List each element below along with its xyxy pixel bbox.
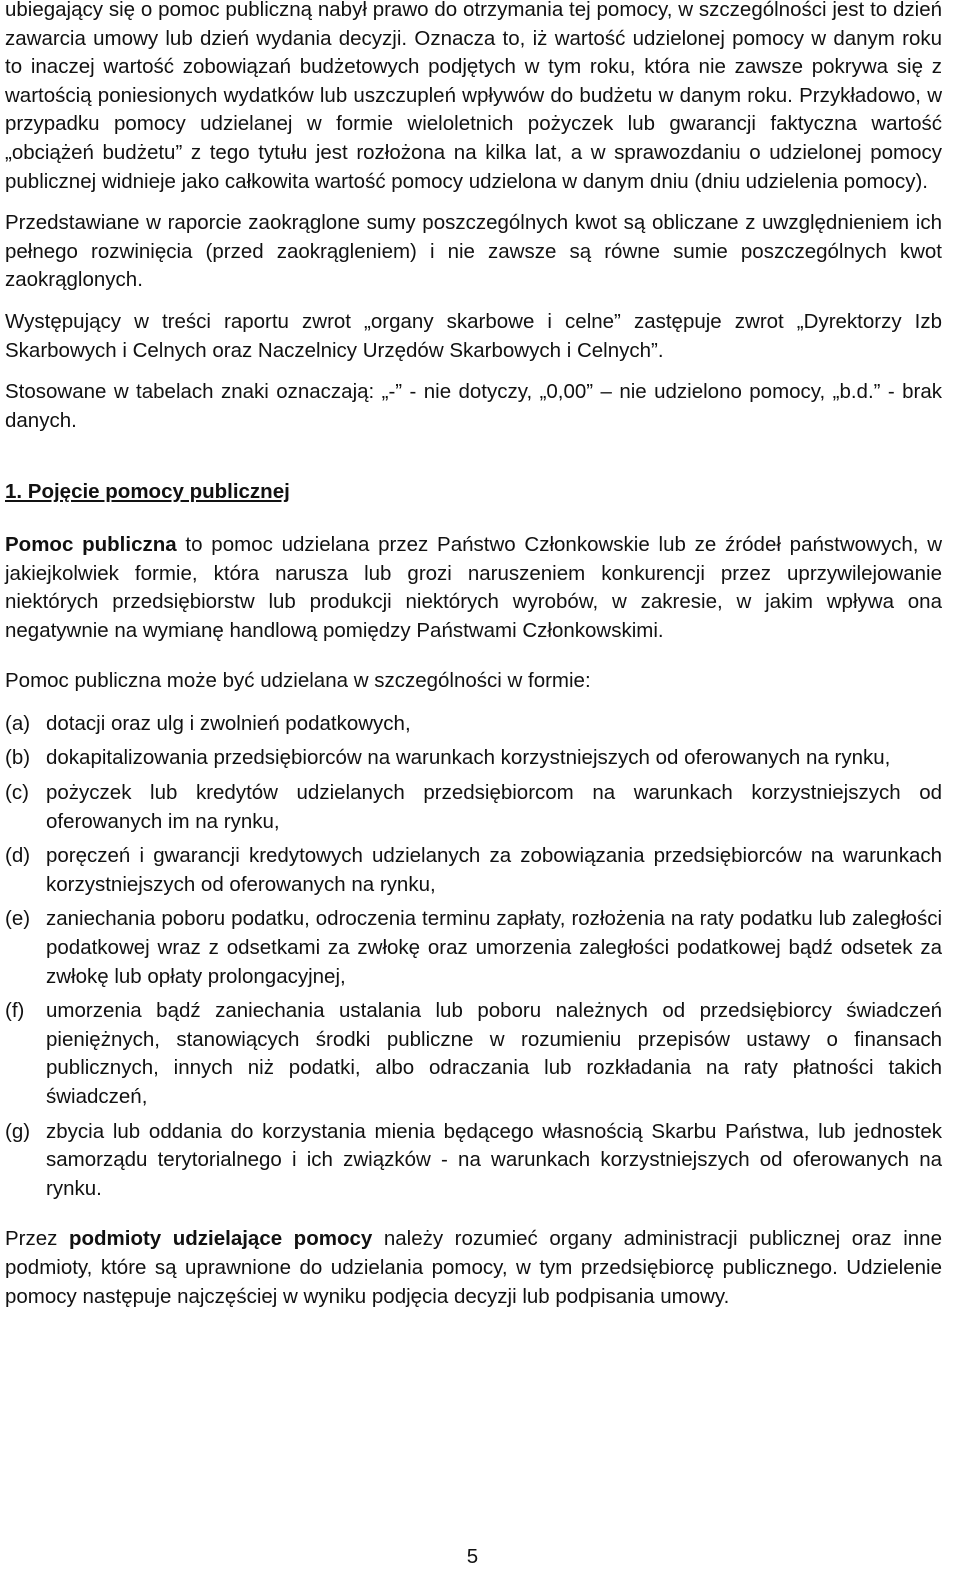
list-item	[5, 710, 942, 739]
definition-text: to pomoc udzielana przez Państwo Członkowskie lub ze źródeł państwowych, w jakiejkolwiek formie, która narusza lub grozi naruszeniem konkurencji przez uprzywilejowanie niektórych przedsiębiorstw lub produkcji niektórych wyrobów, w zakresie, w jakim wpływa ona negatywnie na wymianę handlową pomiędzy Państwami Członkowskimi.	[5, 532, 942, 642]
document-page	[5, 0, 942, 1311]
list-marker: (c)	[5, 781, 29, 805]
list-item	[5, 744, 942, 773]
intro-paragraph-continued: ubiegający się o pomoc publiczną nabył prawo do otrzymania tej pomocy, w szczególności jest to dzień zawarcia umowy lub dzień wydania decyzji. Oznacza to, iż wartość udzielonej pomocy w danym roku to inaczej wartość zobowiązań budżetowych podjętych w tym roku, która nie zawsze pokrywa się z wartością poniesionych wydatków lub uszczupleń wpływów do budżetu w danym roku. Przykładowo, w przypadku pomocy udzielanej w formie wieloletnich pożyczek lub gwarancji faktyczna wartość „obciążeń budżetu” z tego tytułu jest rozłożona na kilka lat, a w sprawozdaniu o udzielonej pomocy publicznej widnieje jako całkowita wartość pomocy udzielona w danym dniu (dniu udzielenia pomocy).	[5, 0, 942, 193]
grantors-text: należy rozumieć organy administracji publicznej oraz inne podmioty, które są uprawnione do udzielania pomocy, w tym przedsiębiorcę publicznego. Udzielenie pomocy następuje najczęściej w wyniku podjęcia decyzji lub podpisania umowy.	[5, 1227, 942, 1308]
list-marker: (b)	[5, 746, 31, 770]
list-item-text: zaniechania poboru podatku, odroczenia terminu zapłaty, rozłożenia na raty podatku lub zaległości podatkowej wraz z odsetkami za zwłokę oraz umorzenia zaległości podatkowej bądź odsetek za zwłokę lub opłaty prolongacyjnej,	[46, 907, 942, 988]
list-item-text: dokapitalizowania przedsiębiorców na warunkach korzystniejszych od oferowanych na rynku,	[46, 746, 891, 770]
definition-paragraph	[5, 531, 942, 645]
list-marker: (a)	[5, 711, 31, 735]
grantors-term: podmioty udzielające pomocy	[68, 1227, 373, 1251]
list-item-text: poręczeń i gwarancji kredytowych udzielanych za zobowiązania przedsiębiorców na warunkach korzystniejszych od oferowanych na rynku,	[46, 844, 942, 896]
list-item-text: dotacji oraz ulg i zwolnień podatkowych,	[46, 711, 411, 735]
list-item-text: pożyczek lub kredytów udzielanych przedsiębiorcom na warunkach korzystniejszych od oferowanych im na rynku,	[46, 781, 942, 833]
grantors-prefix: Przez	[5, 1227, 69, 1251]
table-symbols-paragraph: Stosowane w tabelach znaki oznaczają: „-” - nie dotyczy, „0,00” – nie udzielono pomocy, „b.d.” - brak danych.	[5, 380, 942, 432]
list-marker: (e)	[5, 907, 31, 931]
page-number: 5	[466, 1545, 479, 1568]
list-item	[5, 905, 942, 991]
definition-term: Pomoc publiczna	[5, 532, 177, 556]
list-item	[5, 842, 942, 899]
list-item-text: umorzenia bądź zaniechania ustalania lub poboru należnych od przedsiębiorcy świadczeń pieniężnych, stanowiących środki publiczne w rozumieniu przepisów ustawy o finansach publicznych, innych niż podatki, albo odraczania lub rozkładania na raty płatności takich świadczeń,	[46, 999, 942, 1108]
list-marker: (g)	[5, 1119, 31, 1143]
section-heading: 1. Pojęcie pomocy publicznej	[5, 480, 290, 504]
list-item-text: zbycia lub oddania do korzystania mienia będącego własnością Skarbu Państwa, lub jednostek samorządu terytorialnego i ich związków - na warunkach korzystniejszych od oferowanych na rynku.	[46, 1119, 942, 1200]
list-marker: (d)	[5, 844, 31, 868]
list-item	[5, 1118, 942, 1204]
list-marker: (f)	[5, 999, 25, 1023]
forms-intro-paragraph: Pomoc publiczna może być udzielana w szczególności w formie:	[5, 669, 591, 693]
aid-forms-list	[5, 710, 942, 1204]
list-item	[5, 779, 942, 836]
rounding-note-paragraph: Przedstawiane w raporcie zaokrąglone sumy poszczególnych kwot są obliczane z uwzględnieniem ich pełnego rozwinięcia (przed zaokrągleniem) i nie zawsze są równe sumie poszczególnych kwot zaokrąglonych.	[5, 211, 942, 292]
grantors-paragraph	[5, 1225, 942, 1311]
list-item	[5, 997, 942, 1111]
terminology-note-paragraph: Występujący w treści raportu zwrot „organy skarbowe i celne” zastępuje zwrot „Dyrektorzy Izb Skarbowych i Celnych oraz Naczelnicy Urzędów Skarbowych i Celnych”.	[5, 309, 942, 362]
